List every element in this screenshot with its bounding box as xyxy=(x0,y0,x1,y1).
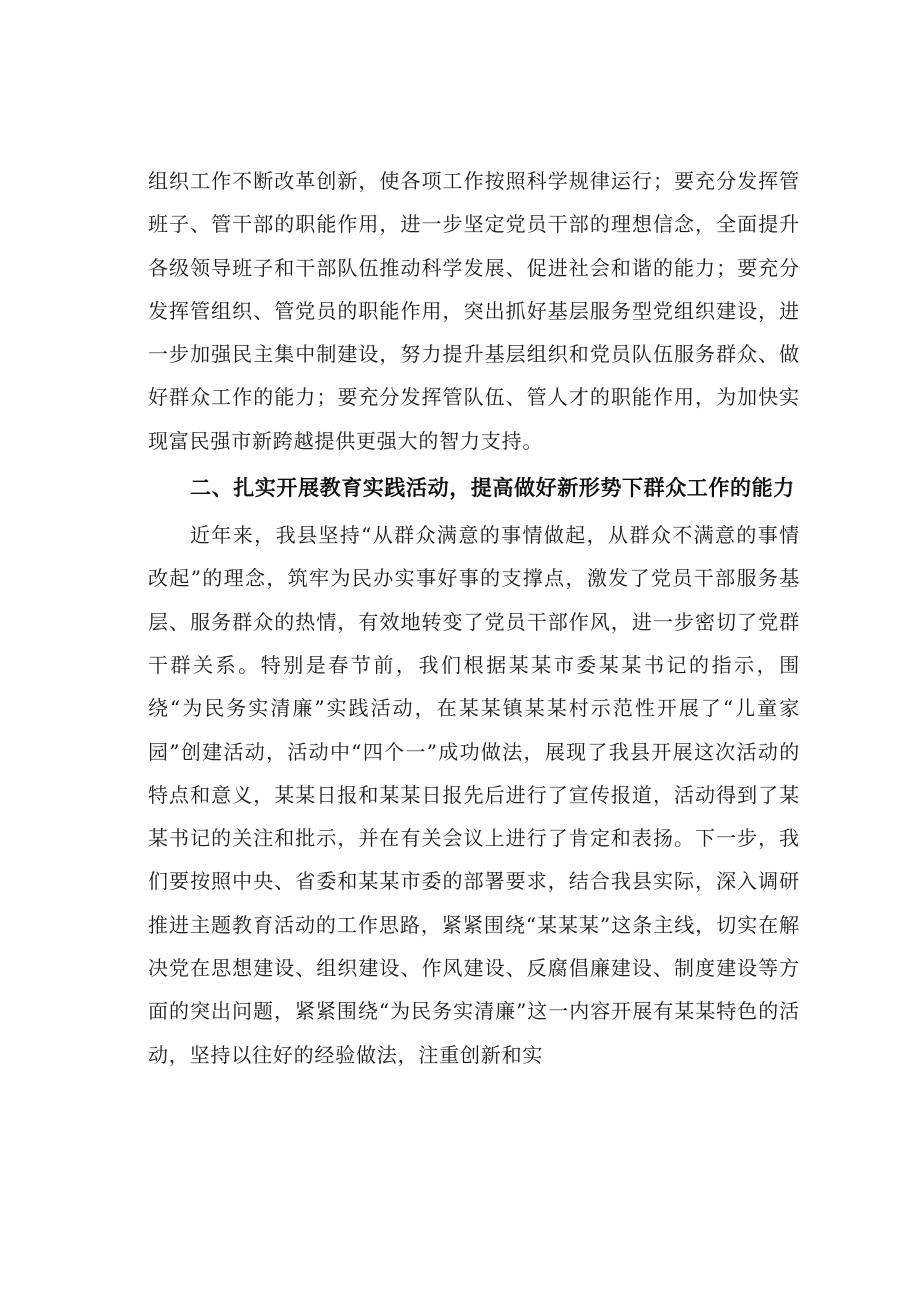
section-heading: 二、扎实开展教育实践活动，提高做好新形势下群众工作的能力 xyxy=(190,476,795,501)
continuation-paragraph: 组织工作不断改革创新，使各项工作按照科学规律运行；要充分发挥管班子、管干部的职能作用，进一步坚定党员干部的理想信念，全面提升各级领导班子和干部队伍推动科学发展、促进社会和谐的能力；要充分发挥管组织、管党员的职能作用，突出抓好基层服务型党组织建设，进一步加强民主集中制建设，努力提升基层组织和党员队伍服务群众、做好群众工作的能力；要充分发挥管队伍、管人才的职能作用，为加快实现富民强市新跨越提供更强大的智力支持。 xyxy=(148,169,800,453)
body-paragraph: 近年来，我县坚持“从群众满意的事情做起，从群众不满意的事情改起”的理念，筑牢为民办实事好事的支撑点，激发了党员干部服务基层、服务群众的热情，有效地转变了党员干部作风，进一步密切了党群干群关系。特别是春节前，我们根据某某市委某某书记的指示，围绕“为民务实清廉”实践活动，在某某镇某某村示范性开展了“儿童家园”创建活动，活动中“四个一”成功做法，展现了我县开展这次活动的特点和意义，某某日报和某某日报先后进行了宣传报道，活动得到了某某书记的关注和批示，并在有关会议上进行了肯定和表扬。下一步，我们要按照中央、省委和某某市委的部署要求，结合我县实际，深入调研推进主题教育活动的工作思路，紧紧围绕“某某某”这条主线，切实在解决党在思想建设、组织建设、作风建设、反腐倡廉建设、制度建设等方面的突出问题，紧紧围绕“为民务实清廉”这一内容开展有某某特色的活动，坚持以往好的经验做法，注重创新和实 xyxy=(148,523,800,1067)
document-body xyxy=(148,160,800,1077)
